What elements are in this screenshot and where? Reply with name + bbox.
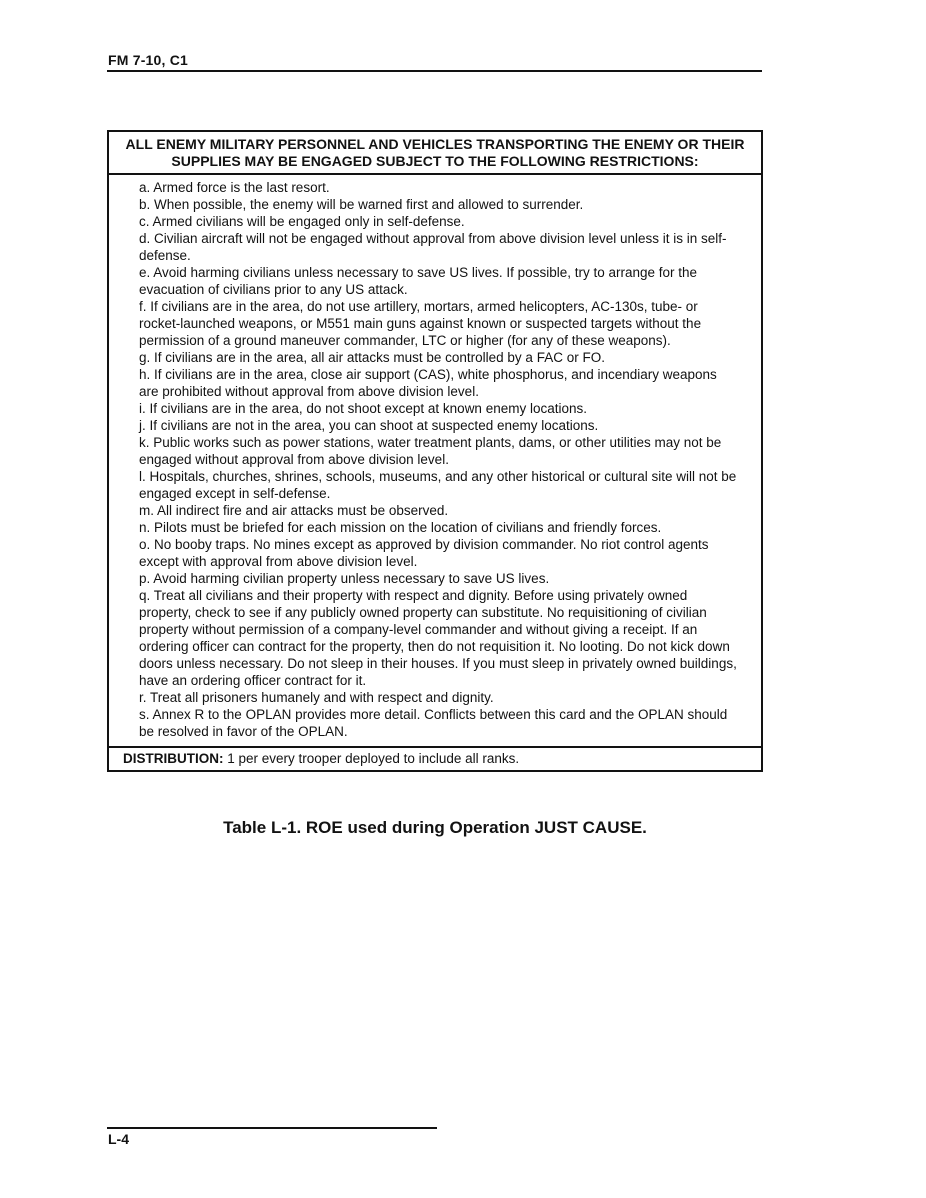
- roe-item-j: j. If civilians are not in the area, you can shoot at suspected enemy locations.: [139, 418, 599, 433]
- roe-item-f: f. If civilians are in the area, do not use artillery, mortars, armed helicopters, AC-130s, tube- or rocket-launched weapons, or M551 main guns against known or suspected targets without the permission of a ground maneuver commander, LTC or higher (for any of these weapons).: [139, 299, 702, 348]
- roe-item-b: b. When possible, the enemy will be warned first and allowed to surrender.: [139, 197, 584, 212]
- roe-item-q: q. Treat all civilians and their property with respect and dignity. Before using privately owned property, check to see if any publicly owned property can substitute. No requisitioning of civilian property without permission of a company-level commander and without giving a receipt. If an ordering officer can contract for the property, then do not requisition it. No looting. Do not kick down doors unless necessary. Do not sleep in their houses. If you must sleep in privately owned buildings, have an ordering officer contract for it.: [139, 588, 737, 688]
- roe-item-p: p. Avoid harming civilian property unless necessary to save US lives.: [139, 571, 550, 586]
- roe-item-r: r. Treat all prisoners humanely and with respect and dignity.: [139, 690, 494, 705]
- page-header-text: FM 7-10, C1: [108, 52, 188, 68]
- page-header: [108, 52, 188, 68]
- roe-table-body: [109, 175, 761, 746]
- page-footer: L-4: [108, 1131, 129, 1147]
- distribution-label: DISTRIBUTION:: [123, 751, 224, 766]
- roe-table: [107, 130, 763, 772]
- header-rule: [107, 70, 762, 72]
- roe-item-o: o. No booby traps. No mines except as approved by division commander. No riot control agents except with approval from above division level.: [139, 537, 709, 569]
- roe-item-a: a. Armed force is the last resort.: [139, 180, 330, 195]
- roe-item-e: e. Avoid harming civilians unless necessary to save US lives. If possible, try to arrange for the evacuation of civilians prior to any US attack.: [139, 265, 698, 297]
- roe-item-m: m. All indirect fire and air attacks must be observed.: [139, 503, 449, 518]
- footer-rule: [107, 1127, 437, 1129]
- roe-item-s: s. Annex R to the OPLAN provides more detail. Conflicts between this card and the OPLAN should be resolved in favor of the OPLAN.: [139, 707, 728, 739]
- table-caption: Table L-1. ROE used during Operation JUST CAUSE.: [223, 818, 647, 837]
- roe-item-i: i. If civilians are in the area, do not shoot except at known enemy locations.: [139, 401, 587, 416]
- roe-item-g: g. If civilians are in the area, all air attacks must be controlled by a FAC or FO.: [139, 350, 605, 365]
- roe-item-h: h. If civilians are in the area, close air support (CAS), white phosphorus, and incendiary weapons are prohibited without approval from above division level.: [139, 367, 717, 399]
- distribution-row: [109, 746, 761, 770]
- roe-item-l: l. Hospitals, churches, shrines, schools, museums, and any other historical or cultural site will not be engaged except in self-defense.: [139, 469, 737, 501]
- roe-item-n: n. Pilots must be briefed for each mission on the location of civilians and friendly forces.: [139, 520, 662, 535]
- roe-item-d: d. Civilian aircraft will not be engaged without approval from above division level unless it is in self-defense.: [139, 231, 727, 263]
- roe-item-c: c. Armed civilians will be engaged only in self-defense.: [139, 214, 465, 229]
- roe-item-k: k. Public works such as power stations, water treatment plants, dams, or other utilities may not be engaged without approval from above division level.: [139, 435, 722, 467]
- roe-table-title: ALL ENEMY MILITARY PERSONNEL AND VEHICLES TRANSPORTING THE ENEMY OR THEIR SUPPLIES MAY BE ENGAGED SUBJECT TO THE FOLLOWING RESTRICTIONS:: [109, 132, 761, 175]
- distribution-text: 1 per every trooper deployed to include all ranks.: [227, 751, 520, 766]
